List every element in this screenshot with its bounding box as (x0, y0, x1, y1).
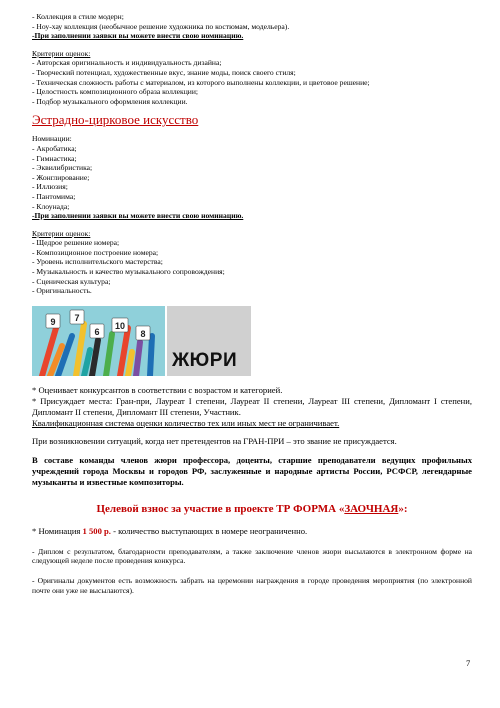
list-item: - Сценическая культура; (32, 276, 111, 286)
fee-nomination-suffix: - количество выступающих в номере неограниченно. (110, 525, 308, 536)
nominations-block (32, 134, 472, 220)
fee-price: 1 500 р. (82, 525, 111, 536)
score-cards-illustration (32, 306, 165, 376)
list-item: - Иллюзия; (32, 182, 68, 192)
jury-illustration (32, 306, 165, 376)
fee-nomination (32, 526, 472, 537)
list-item: - Техническая сложность работы с материалом, из которого выполнены коллекции, и цветовое решение; (32, 77, 370, 87)
jury-composition: В составе команды членов жюри профессора, доценты, старшие преподаватели ведущих профильных учреждений города Москвы и городов РФ, заслуженные и народные артисты России, РСФСР, легендарные музыканты и известные композиторы. (32, 454, 472, 487)
criteria-heading: Критерии оценок: (32, 228, 91, 238)
diploma-note: - Диплом с результатом, благодарности преподавателям, а также заключение членов жюри высылаются в электронном форме на следующей неделе после проведения конкурса. (32, 546, 472, 566)
list-item: - Целостность композиционного образа коллекции; (32, 87, 199, 97)
jury-description (32, 385, 472, 488)
top-list (32, 12, 472, 41)
card-number: 6 (94, 326, 100, 337)
list-item: - Акробатика; (32, 143, 77, 153)
jury-line: Квалификационная система оценки количество тех или иных мест не ограничивает. (32, 417, 340, 428)
card-number: 7 (74, 312, 80, 323)
page-number: 7 (466, 658, 471, 668)
fee-title-word: ЗАОЧНАЯ (344, 502, 399, 515)
list-item: - Композиционное построение номера; (32, 247, 159, 257)
fee-title-prefix: Целевой взнос за участие в проекте ТР ФОРМА « (96, 502, 345, 515)
list-item: - Жонглирование; (32, 172, 90, 182)
list-item: - Гимнастика; (32, 153, 77, 163)
fee-title-suffix: »: (398, 502, 408, 515)
fee-title (32, 502, 472, 516)
jury-banner (32, 306, 472, 376)
criteria-block (32, 49, 472, 107)
list-item: - Коллекция в стиле модерн; (32, 12, 124, 21)
originals-note: - Оригиналы документов есть возможность забрать на церемонии награждения в городе проведения мероприятия (по электронной почте они уже не высылаются). (32, 576, 472, 595)
jury-line: При возникновении ситуаций, когда нет претендентов на ГРАН-ПРИ – это звание не присуждается. (32, 435, 397, 446)
card-number: 8 (140, 328, 146, 339)
nomination-note: -При заполнении заявки вы можете внести свою номинацию. (32, 211, 244, 221)
criteria-heading: Критерии оценок: (32, 48, 91, 58)
jury-title: ЖЮРИ (172, 349, 238, 371)
list-item: - Клоунада; (32, 201, 70, 211)
section-title: Эстрадно-цирковое искусство (32, 112, 199, 128)
list-item: - Пантомима; (32, 191, 76, 201)
card-number: 9 (50, 316, 56, 327)
list-item: - Ноу-хау коллекция (необычное решение художника по костюмам, модельера). (32, 21, 290, 31)
jury-line: * Присуждает места: Гран-при, Лауреат I степени, Лауреат II степени, Лауреат III степени, Дипломант I степени, Дипломант II степени, Дипломант III степени, Участник. (32, 395, 472, 417)
list-item: - Творческий потенциал, художественные вкус, знание моды, поиск своего стиля; (32, 67, 296, 77)
list-item: - Эквилибристика; (32, 163, 93, 173)
list-item: - Музыкальность и качество музыкального сопровождения; (32, 267, 225, 277)
nomination-note: -При заполнении заявки вы можете внести свою номинацию. (32, 31, 244, 41)
nominations-heading: Номинации: (32, 134, 72, 144)
document-page (32, 12, 472, 595)
list-item: - Авторская оригинальность и индивидуальность дизайна; (32, 58, 222, 68)
list-item: - Оригинальность. (32, 286, 92, 296)
card-number: 10 (114, 320, 126, 331)
list-item: - Уровень исполнительского мастерства; (32, 257, 163, 267)
jury-line: * Оценивает конкурсантов в соответствии с возрастом и категорией. (32, 384, 283, 395)
fee-nomination-prefix: * Номинация (32, 525, 83, 536)
list-item: - Щедрое решение номера; (32, 238, 120, 248)
list-item: - Подбор музыкального оформления коллекции. (32, 96, 188, 106)
criteria-block (32, 229, 472, 296)
